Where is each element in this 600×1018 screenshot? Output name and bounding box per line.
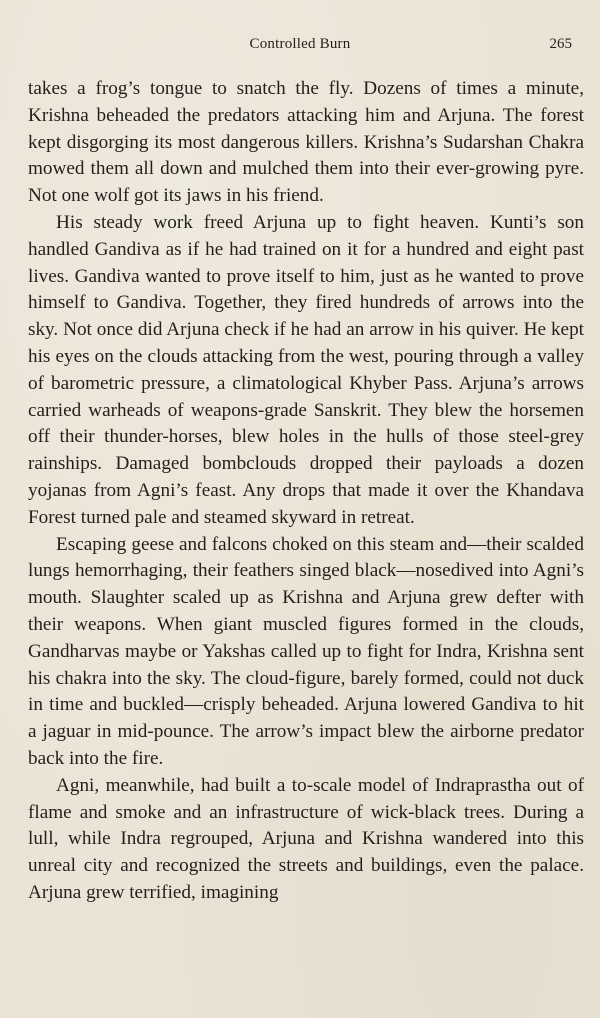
page-header	[28, 36, 572, 56]
running-title: Controlled Burn	[249, 36, 351, 52]
body-text	[28, 76, 584, 907]
paragraph: Agni, meanwhile, had built a to-scale model of Indraprastha out of flame and smoke and an infrastructure of wick-black trees. During a lull, while Indra regrouped, Arjuna and Krishna wandered into this unreal city and recognized the streets and buildings, even the palace. Arjuna grew terrified, imagining	[28, 774, 584, 903]
paragraph: takes a frog’s tongue to snatch the fly. Dozens of times a minute, Krishna beheaded the predators attacking him and Arjuna. The forest kept disgorging its most dangerous killers. Krishna’s Sudarshan Chakra mowed them all down and mulched them into their ever-growing pyre. Not one wolf got its jaws in his friend.	[28, 78, 584, 207]
page-number: 265	[549, 36, 572, 52]
paragraph: Escaping geese and falcons choked on this steam and—their scalded lungs hemorrhaging, their feathers singed black—nosedived into Agni’s mouth. Slaughter scaled up as Krishna and Arjuna grew defter with their weapons. When giant muscled figures formed in the clouds, Gandharvas maybe or Yakshas called up to fight for Indra, Krishna sent his chakra into the sky. The cloud-figure, barely formed, could not duck in time and buckled—crisply beheaded. Arjuna lowered Gandiva to hit a jaguar in mid-pounce. The arrow’s impact blew the airborne predator back into the fire.	[28, 533, 584, 769]
paragraph: His steady work freed Arjuna up to fight heaven. Kunti’s son handled Gandiva as if he had trained on it for a hundred and eight past lives. Gandiva wanted to prove itself to him, just as he wanted to prove himself to Gandiva. Together, they fired hundreds of arrows into the sky. Not once did Arjuna check if he had an arrow in his quiver. He kept his eyes on the clouds attacking from the west, pouring through a valley of barometric pressure, a climatological Khyber Pass. Arjuna’s arrows carried warheads of weapons-grade Sanskrit. They blew the horsemen off their thunder-horses, blew holes in the hulls of those steel-grey rainships. Damaged bombclouds dropped their payloads a dozen yojanas from Agni’s feast. Any drops that made it over the Khandava Forest turned pale and steamed skyward in retreat.	[28, 211, 584, 528]
